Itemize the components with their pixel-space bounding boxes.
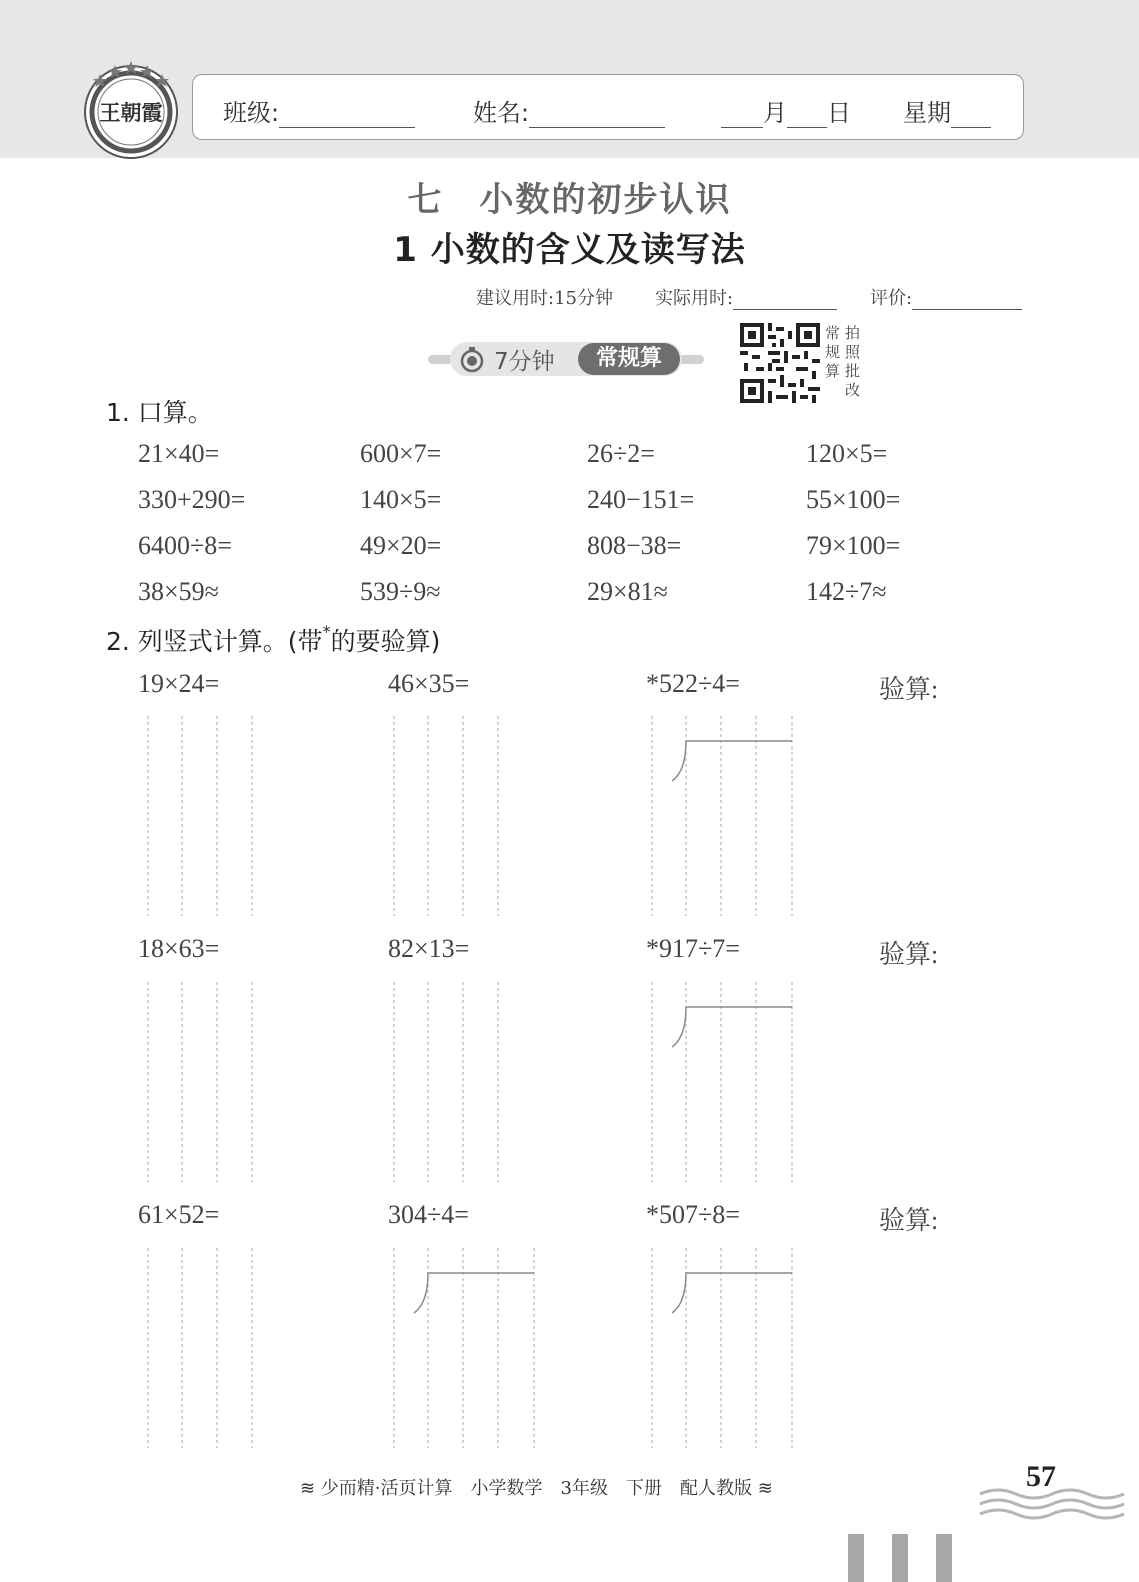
column-calc-problem: 82×13= bbox=[388, 934, 470, 963]
rating-blank[interactable] bbox=[912, 287, 1022, 310]
edge-tab-mark bbox=[848, 1534, 864, 1582]
mental-math-item: 120×5= bbox=[806, 439, 888, 468]
wave-decoration-icon bbox=[978, 1482, 1128, 1524]
qr-code-icon[interactable] bbox=[740, 323, 820, 403]
column-calc-problem: *507÷8= bbox=[646, 1200, 740, 1229]
division-work-area[interactable] bbox=[384, 1248, 584, 1448]
work-area-grid[interactable] bbox=[138, 716, 338, 916]
weekday-blank[interactable] bbox=[951, 101, 991, 128]
division-work-area[interactable] bbox=[642, 982, 842, 1182]
check-label: 验算: bbox=[879, 1206, 939, 1235]
suggested-time: 建议用时:15分钟 bbox=[476, 288, 613, 309]
q1-heading: 1. 口算。 bbox=[106, 398, 213, 427]
mental-math-item: 21×40= bbox=[138, 439, 220, 468]
qr-label-left: 常规算 bbox=[825, 324, 841, 380]
work-area-grid[interactable] bbox=[138, 1248, 338, 1448]
stopwatch-icon bbox=[458, 346, 486, 374]
date-field[interactable]: 月 日 bbox=[721, 93, 851, 128]
mental-math-item: 55×100= bbox=[806, 485, 901, 514]
division-work-area[interactable] bbox=[642, 716, 842, 916]
edge-tab-mark bbox=[936, 1534, 952, 1582]
q2-heading: 2. 列竖式计算。(带*的要验算) bbox=[106, 622, 441, 656]
logo-text: 王朝霞 bbox=[99, 100, 163, 125]
column-calc-problem: 61×52= bbox=[138, 1200, 220, 1229]
mental-math-item: 240−151= bbox=[587, 485, 695, 514]
mental-math-item: 539÷9≈ bbox=[360, 577, 441, 606]
column-calc-problem: 19×24= bbox=[138, 669, 220, 698]
check-label: 验算: bbox=[879, 675, 939, 704]
column-calc-problem: 18×63= bbox=[138, 934, 220, 963]
q2-heading-star: * bbox=[322, 622, 331, 641]
edge-tab-mark bbox=[892, 1534, 908, 1582]
page-number: 57 bbox=[1026, 1460, 1056, 1493]
name-blank[interactable] bbox=[529, 101, 665, 128]
actual-time-field[interactable]: 实际用时: bbox=[655, 284, 837, 310]
mental-math-item: 79×100= bbox=[806, 531, 901, 560]
footer-text: ≋ 少而精·活页计算 小学数学 3年级 下册 配人教版 ≋ bbox=[300, 1478, 773, 1499]
work-area-grid[interactable] bbox=[384, 982, 584, 1182]
student-info-box bbox=[192, 74, 1024, 140]
column-calc-problem: *917÷7= bbox=[646, 934, 740, 963]
publisher-logo bbox=[80, 58, 182, 160]
badge-minutes: 7分钟 bbox=[494, 349, 555, 375]
mental-math-item: 808−38= bbox=[587, 531, 682, 560]
section-title: 七 小数的初步认识 bbox=[407, 180, 732, 220]
mental-math-item: 6400÷8= bbox=[138, 531, 232, 560]
mental-math-item: 142÷7≈ bbox=[806, 577, 887, 606]
mental-math-item: 29×81≈ bbox=[587, 577, 668, 606]
mental-math-item: 330+290= bbox=[138, 485, 246, 514]
column-calc-problem: 304÷4= bbox=[388, 1200, 469, 1229]
mental-math-item: 49×20= bbox=[360, 531, 442, 560]
work-area-grid[interactable] bbox=[384, 716, 584, 916]
mental-math-item: 26÷2= bbox=[587, 439, 655, 468]
lesson-title: 1 小数的含义及读写法 bbox=[393, 230, 746, 270]
badge-tag: 常规算 bbox=[578, 343, 680, 375]
work-area-grid[interactable] bbox=[138, 982, 338, 1182]
mental-math-item: 38×59≈ bbox=[138, 577, 219, 606]
name-field[interactable]: 姓名: bbox=[473, 93, 665, 128]
day-blank[interactable] bbox=[787, 101, 827, 128]
division-work-area[interactable] bbox=[642, 1248, 842, 1448]
column-calc-problem: *522÷4= bbox=[646, 669, 740, 698]
class-blank[interactable] bbox=[279, 101, 415, 128]
column-calc-problem: 46×35= bbox=[388, 669, 470, 698]
actual-time-blank[interactable] bbox=[733, 287, 837, 310]
rating-field[interactable]: 评价: bbox=[870, 284, 1022, 310]
qr-label-right: 拍照批改 bbox=[845, 324, 861, 399]
weekday-field[interactable]: 星期 bbox=[903, 93, 991, 128]
month-blank[interactable] bbox=[721, 101, 763, 128]
mental-math-item: 140×5= bbox=[360, 485, 442, 514]
check-label: 验算: bbox=[879, 940, 939, 969]
mental-math-item: 600×7= bbox=[360, 439, 442, 468]
class-field[interactable]: 班级: bbox=[223, 93, 415, 128]
